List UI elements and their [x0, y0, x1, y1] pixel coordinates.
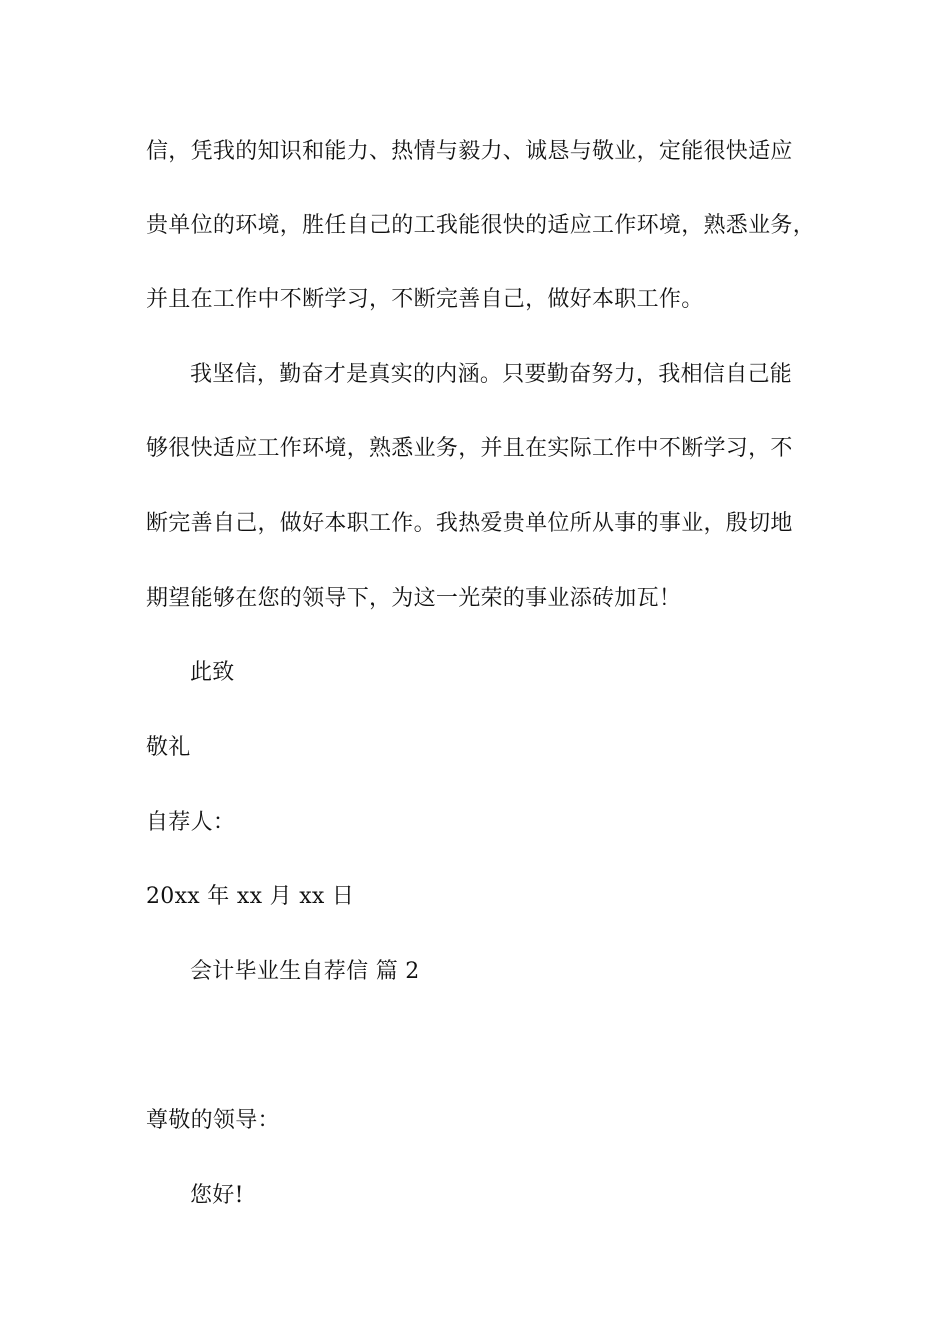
signature-label: 自荐人：	[146, 810, 236, 835]
paragraph-line: 期望能够在您的领导下，为这一光荣的事业添砖加瓦！	[146, 586, 682, 611]
paragraph-line: 信，凭我的知识和能力、热情与毅力、诚恳与敬业，定能很快适应	[146, 139, 793, 164]
paragraph-line: 贵单位的环境，胜任自己的工我能很快的适应工作环境，熟悉业务，	[146, 213, 816, 238]
paragraph-line: 够很快适应工作环境，熟悉业务，并且在实际工作中不断学习，不	[146, 436, 793, 461]
paragraph-line: 我坚信，勤奋才是真实的内涵。只要勤奋努力，我相信自己能	[190, 362, 793, 387]
closing-salutation: 此致	[190, 660, 235, 685]
closing-regards: 敬礼	[146, 735, 191, 760]
paragraph-line: 断完善自己，做好本职工作。我热爱贵单位所从事的事业，殷切地	[146, 511, 793, 536]
date-line: 20xx 年 xx 月 xx 日	[146, 884, 355, 909]
paragraph-line: 并且在工作中不断学习，不断完善自己，做好本职工作。	[146, 287, 704, 312]
section-title: 会计毕业生自荐信 篇 2	[190, 959, 420, 984]
greeting-line: 尊敬的领导：	[146, 1108, 280, 1133]
greeting-hello: 您好!	[190, 1183, 244, 1208]
